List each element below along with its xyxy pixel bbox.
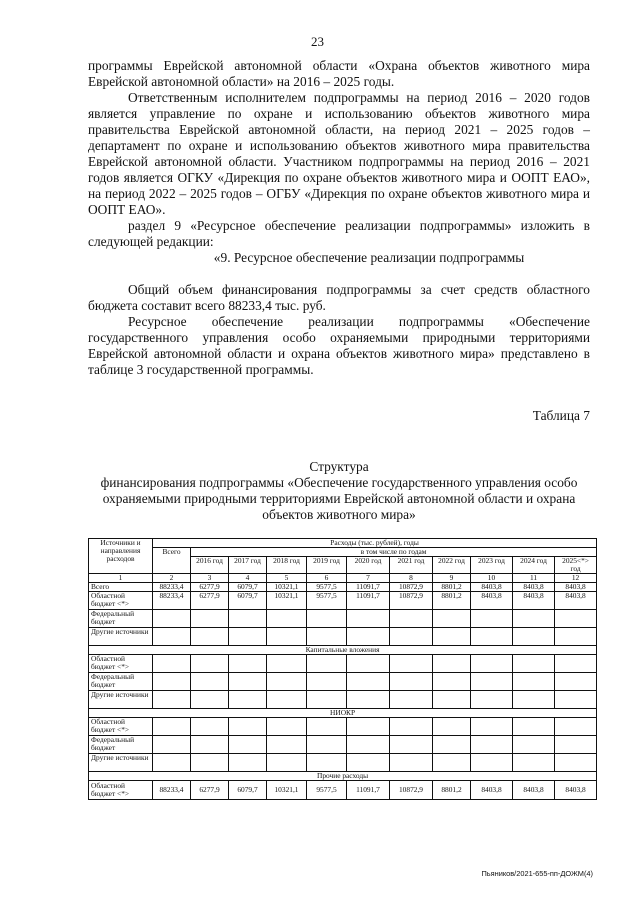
footer-code: Пьяников/2021-655-пп-ДОЖМ(4) bbox=[481, 869, 593, 878]
row-label: Другие источники bbox=[89, 754, 153, 772]
year-header: 2016 год bbox=[191, 557, 229, 574]
column-number: 4 bbox=[229, 574, 267, 583]
paragraph-3: раздел 9 «Ресурсное обеспечение реализации подпрограммы» изложить в следующей редакции: bbox=[88, 218, 590, 249]
row-label: Областной бюджет <*> bbox=[89, 592, 153, 610]
cell-value: 8403,8 bbox=[513, 781, 555, 800]
column-number: 3 bbox=[191, 574, 229, 583]
row-label: Областной бюджет <*> bbox=[89, 718, 153, 736]
section-title: Капитальные вложения bbox=[89, 646, 597, 655]
body-text bbox=[88, 58, 590, 378]
cell-value: 11091,7 bbox=[347, 592, 390, 610]
page-number: 23 bbox=[311, 34, 324, 49]
cell-value: 6079,7 bbox=[229, 781, 267, 800]
cell-value: 8801,2 bbox=[433, 583, 471, 592]
row-label: Областной бюджет <*> bbox=[89, 655, 153, 673]
section-header-rnd bbox=[89, 709, 597, 718]
table-row-other bbox=[89, 628, 597, 646]
section-title: Прочие расходы bbox=[89, 772, 597, 781]
total-header: Всего bbox=[153, 548, 191, 574]
table-row bbox=[89, 736, 597, 754]
row-label: Другие источники bbox=[89, 691, 153, 709]
cell-value: 10321,1 bbox=[267, 583, 307, 592]
year-header: 2022 год bbox=[433, 557, 471, 574]
cell-value: 6277,9 bbox=[191, 592, 229, 610]
cell-value: 8403,8 bbox=[513, 592, 555, 610]
paragraph-1: программы Еврейской автономной области «Охрана объектов животного мира Еврейской автономной области» на 2016 – 2025 годы. bbox=[88, 58, 590, 89]
table-title bbox=[88, 459, 590, 523]
including-header: в том числе по годам bbox=[191, 548, 597, 557]
column-number: 5 bbox=[267, 574, 307, 583]
row-label: Всего bbox=[89, 583, 153, 592]
title-line-1: Структура bbox=[309, 459, 369, 474]
cell-value: 6079,7 bbox=[229, 592, 267, 610]
cell-value: 9577,5 bbox=[307, 781, 347, 800]
table-row-regional bbox=[89, 592, 597, 610]
cell-value: 8801,2 bbox=[433, 592, 471, 610]
row-label: Федеральный бюджет bbox=[89, 736, 153, 754]
cell-value: 8801,2 bbox=[433, 781, 471, 800]
column-number: 2 bbox=[153, 574, 191, 583]
row-label: Областной бюджет <*> bbox=[89, 781, 153, 800]
table-row bbox=[89, 691, 597, 709]
column-number: 1 bbox=[89, 574, 153, 583]
cell-value: 10321,1 bbox=[267, 592, 307, 610]
cell-value: 8403,8 bbox=[471, 592, 513, 610]
cell-value: 6079,7 bbox=[229, 583, 267, 592]
source-header: Источники и направления расходов bbox=[89, 539, 153, 574]
column-number: 10 bbox=[471, 574, 513, 583]
year-header: 2019 год bbox=[307, 557, 347, 574]
year-header: 2017 год bbox=[229, 557, 267, 574]
cell-value: 8403,8 bbox=[555, 583, 597, 592]
cell-value: 9577,5 bbox=[307, 583, 347, 592]
cell-value: 8403,8 bbox=[513, 583, 555, 592]
cell-value: 8403,8 bbox=[555, 781, 597, 800]
expenses-header: Расходы (тыс. рублей), годы bbox=[153, 539, 597, 548]
year-header: 2025<*> год bbox=[555, 557, 597, 574]
financing-table bbox=[88, 538, 597, 800]
section-heading: «9. Ресурсное обеспечение реализации подпрограммы bbox=[213, 250, 525, 265]
cell-value: 11091,7 bbox=[347, 583, 390, 592]
row-label: Федеральный бюджет bbox=[89, 673, 153, 691]
title-line-2: финансирования подпрограммы «Обеспечение государственного управления особо охраняемыми природными территориями Еврейской автономной области и охрана объектов животного мира» bbox=[100, 475, 578, 522]
section-title: НИОКР bbox=[89, 709, 597, 718]
row-label: Другие источники bbox=[89, 628, 153, 646]
column-number: 12 bbox=[555, 574, 597, 583]
section-header-capital bbox=[89, 646, 597, 655]
year-header: 2023 год bbox=[471, 557, 513, 574]
table-row bbox=[89, 781, 597, 800]
table-number: Таблица 7 bbox=[532, 408, 590, 423]
cell-value: 8403,8 bbox=[471, 583, 513, 592]
paragraph-5: Ресурсное обеспечение реализации подпрограммы «Обеспечение государственного управления особо охраняемыми природными территориями Еврейской автономной области и охрана объектов животного мира» представлено в таблице 3 государственной программы. bbox=[88, 314, 590, 377]
cell-value: 10321,1 bbox=[267, 781, 307, 800]
year-header: 2024 год bbox=[513, 557, 555, 574]
year-header: 2018 год bbox=[267, 557, 307, 574]
column-number: 6 bbox=[307, 574, 347, 583]
cell-value: 10872,9 bbox=[390, 583, 433, 592]
table-row bbox=[89, 673, 597, 691]
cell-value: 88233,4 bbox=[153, 592, 191, 610]
column-number: 8 bbox=[390, 574, 433, 583]
cell-value: 6277,9 bbox=[191, 583, 229, 592]
cell-value: 8403,8 bbox=[555, 592, 597, 610]
section-header-other-expenses bbox=[89, 772, 597, 781]
year-header: 2020 год bbox=[347, 557, 390, 574]
paragraph-2: Ответственным исполнителем подпрограммы на период 2016 – 2020 годов является управление по охране и использованию объектов животного мира правительства Еврейской автономной области, на период 2021 – 2025 годов – департамент по охране и использованию объектов животного мира правительства Еврейской автономной области. Участником подпрограммы на период 2016 – 2021 годов является ОГКУ «Дирекция по охране объектов животного мира и ООПТ ЕАО», на период 2022 – 2025 годов – ОГБУ «Дирекция по охране объектов животного мира и ООПТ ЕАО». bbox=[88, 90, 590, 217]
cell-value: 10872,9 bbox=[390, 592, 433, 610]
row-label: Федеральный бюджет bbox=[89, 610, 153, 628]
table-row bbox=[89, 655, 597, 673]
table-row-federal bbox=[89, 610, 597, 628]
year-header: 2021 год bbox=[390, 557, 433, 574]
cell-value: 88233,4 bbox=[153, 781, 191, 800]
cell-value: 11091,7 bbox=[347, 781, 390, 800]
cell-value: 9577,5 bbox=[307, 592, 347, 610]
paragraph-4: Общий объем финансирования подпрограммы за счет средств областного бюджета составит всего 88233,4 тыс. руб. bbox=[88, 282, 590, 313]
column-number: 9 bbox=[433, 574, 471, 583]
cell-value: 88233,4 bbox=[153, 583, 191, 592]
table-row bbox=[89, 754, 597, 772]
cell-value: 10872,9 bbox=[390, 781, 433, 800]
column-number: 7 bbox=[347, 574, 390, 583]
column-number: 11 bbox=[513, 574, 555, 583]
table-row bbox=[89, 718, 597, 736]
cell-value: 8403,8 bbox=[471, 781, 513, 800]
cell-value: 6277,9 bbox=[191, 781, 229, 800]
